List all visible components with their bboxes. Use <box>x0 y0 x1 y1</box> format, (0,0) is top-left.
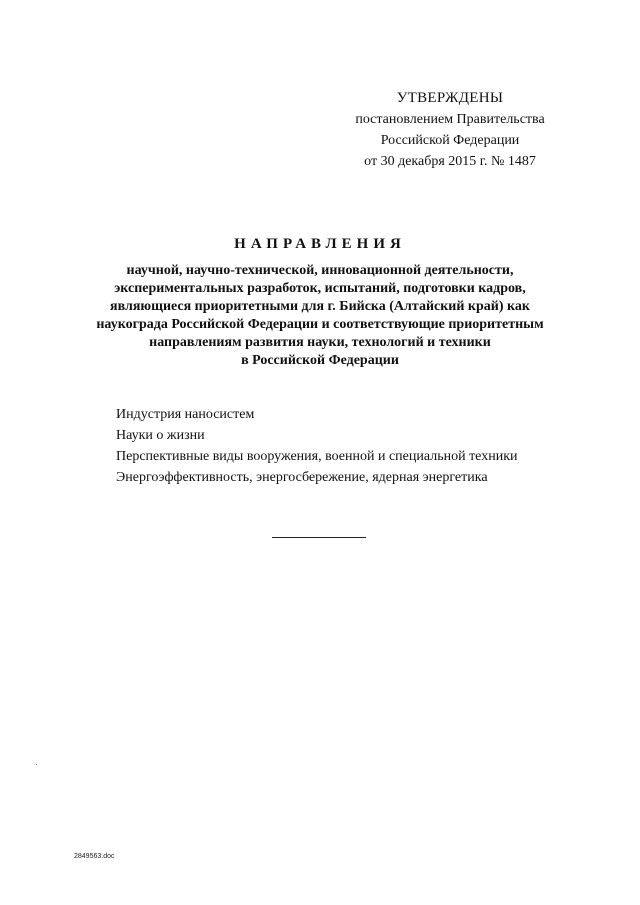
approval-line-federation: Российской Федерации <box>380 133 520 148</box>
subtitle-line: направлениям развития науки, технологий и техники <box>149 335 491 350</box>
subtitle-line: в Российской Федерации <box>241 353 399 368</box>
approval-block <box>300 88 600 172</box>
footer-file-name: 2849563.doc <box>74 853 115 860</box>
subtitle-line: являющиеся приоритетными для г. Бийска (Алтайский край) как <box>110 299 530 314</box>
approval-line-date-number: от 30 декабря 2015 г. № 1487 <box>364 154 536 169</box>
direction-item: Индустрия наносистем <box>116 407 255 422</box>
document-heading: НАПРАВЛЕНИЯ <box>234 236 406 252</box>
subtitle-line: наукограда Российской Федерации и соответствующие приоритетным <box>96 317 544 332</box>
direction-item: Перспективные виды вооружения, военной и специальной техники <box>116 449 518 464</box>
directions-list <box>116 404 616 488</box>
direction-item: Энергоэффективность, энергосбережение, ядерная энергетика <box>116 470 488 485</box>
subtitle-line: экспериментальных разработок, испытаний, подготовки кадров, <box>114 281 526 296</box>
direction-item: Науки о жизни <box>116 428 205 443</box>
scan-speck <box>36 764 37 765</box>
approval-title: УТВЕРЖДЕНЫ <box>396 90 504 106</box>
document-subtitle <box>60 262 580 370</box>
approval-line-resolution: постановлением Правительства <box>355 112 545 127</box>
end-divider-line <box>272 537 366 538</box>
subtitle-line: научной, научно-технической, инновационной деятельности, <box>126 263 514 278</box>
